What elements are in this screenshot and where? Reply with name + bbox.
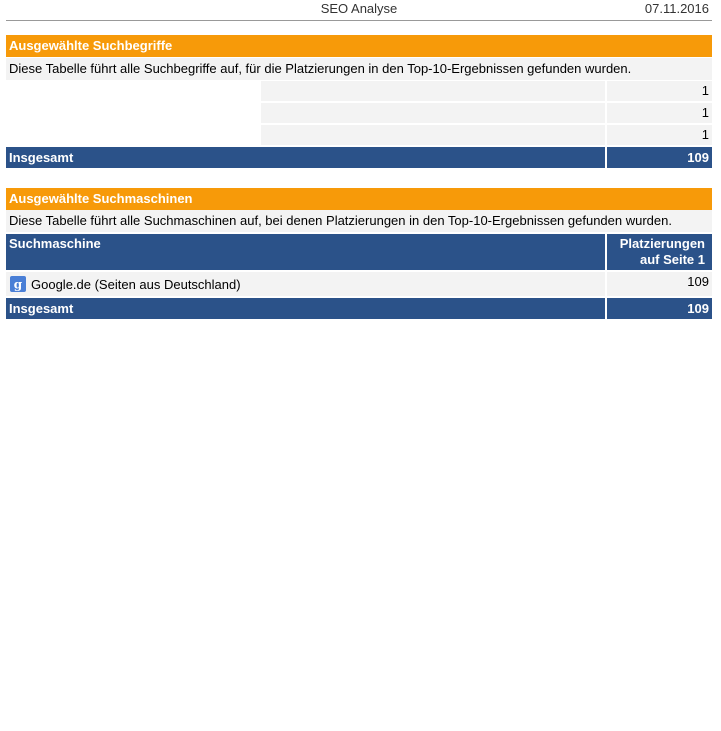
total-value: 109 (607, 298, 712, 319)
report-header (6, 0, 712, 21)
column-header-placements (607, 234, 712, 270)
total-label: Insgesamt (6, 298, 605, 319)
engine-value: 109 (607, 272, 712, 296)
column-header-placements-line2: auf Seite 1 (639, 252, 705, 267)
column-header-placements-line1: Platzierungen (619, 236, 705, 251)
column-header-engine: Suchmaschine (6, 234, 605, 270)
keywords-section-title: Ausgewählte Suchbegriffe (6, 35, 712, 57)
keyword-cell (261, 81, 605, 101)
total-value: 109 (607, 147, 712, 168)
engines-section-description: Diese Tabelle führt alle Suchmaschinen auf, bei denen Platzierungen in den Top-10-Ergebnissen gefunden wurden. (6, 210, 712, 232)
keyword-cell (261, 125, 605, 145)
engines-section-title: Ausgewählte Suchmaschinen (6, 188, 712, 210)
keywords-section-description: Diese Tabelle führt alle Suchbegriffe auf, für die Platzierungen in den Top-10-Ergebnissen gefunden wurden. (6, 58, 712, 80)
svg-text:g: g (13, 277, 23, 292)
keyword-value: 1 (607, 81, 712, 101)
keyword-value: 1 (607, 103, 712, 123)
report-title: SEO Analyse (320, 1, 398, 16)
total-label: Insgesamt (6, 147, 605, 168)
keyword-value: 1 (607, 125, 712, 145)
report-date: 07.11.2016 (644, 1, 709, 16)
google-icon (10, 276, 26, 292)
engine-name: Google.de (Seiten aus Deutschland) (31, 277, 241, 292)
keyword-cell (261, 103, 605, 123)
